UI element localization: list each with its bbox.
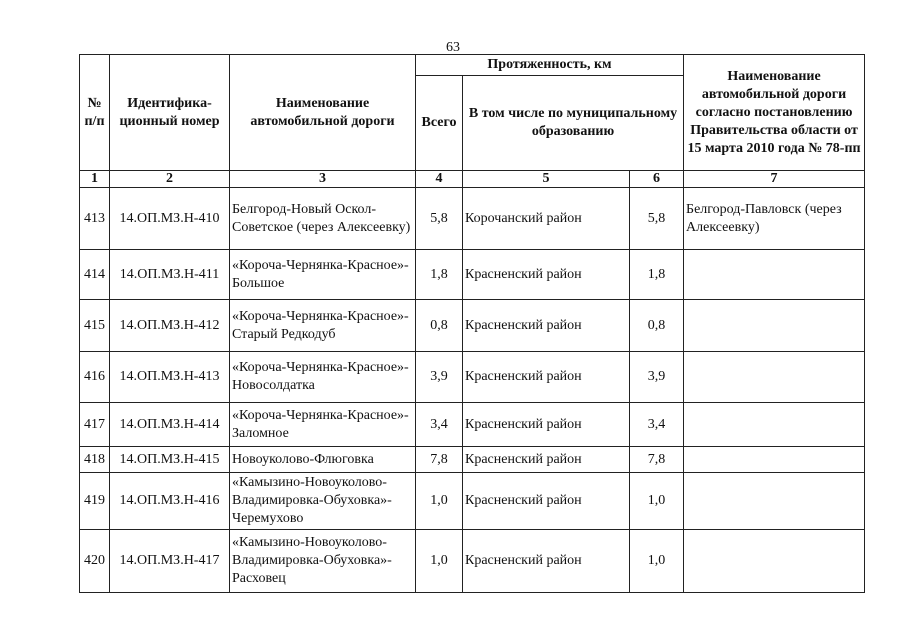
district-km: 1,0 [630, 530, 684, 593]
header-total: Всего [416, 76, 463, 171]
official-name [684, 250, 865, 300]
road-name: «Короча-Чернянка-Красное»-Большое [230, 250, 416, 300]
road-id: 14.ОП.МЗ.Н-411 [110, 250, 230, 300]
header-id: Идентифика-ционный номер [110, 55, 230, 171]
official-name [684, 530, 865, 593]
row-number: 417 [80, 403, 110, 447]
road-id: 14.ОП.МЗ.Н-416 [110, 473, 230, 530]
road-name: «Камызино-Новоуколово-Владимировка-Обуховка»-Расховец [230, 530, 416, 593]
road-name: «Короча-Чернянка-Красное»-Старый Редкодуб [230, 300, 416, 352]
official-name [684, 447, 865, 473]
total-km: 3,9 [416, 352, 463, 403]
table-row [80, 473, 865, 530]
row-number: 416 [80, 352, 110, 403]
official-name [684, 352, 865, 403]
header-road-name: Наименование автомобильной дороги [230, 55, 416, 171]
total-km: 1,8 [416, 250, 463, 300]
district: Красненский район [463, 352, 630, 403]
district-km: 3,4 [630, 403, 684, 447]
table-row [80, 188, 865, 250]
table-row [80, 530, 865, 593]
district-km: 1,0 [630, 473, 684, 530]
district: Красненский район [463, 447, 630, 473]
road-id: 14.ОП.МЗ.Н-414 [110, 403, 230, 447]
row-number: 419 [80, 473, 110, 530]
page-number: 63 [446, 40, 460, 55]
road-id: 14.ОП.МЗ.Н-415 [110, 447, 230, 473]
official-name [684, 403, 865, 447]
district-km: 7,8 [630, 447, 684, 473]
official-name [684, 300, 865, 352]
road-id: 14.ОП.МЗ.Н-413 [110, 352, 230, 403]
header-length-group: Протяженность, км [416, 55, 684, 76]
column-number: 4 [416, 171, 463, 188]
district: Красненский район [463, 473, 630, 530]
road-id: 14.ОП.МЗ.Н-412 [110, 300, 230, 352]
column-number: 7 [684, 171, 865, 188]
column-number: 1 [80, 171, 110, 188]
row-number: 414 [80, 250, 110, 300]
road-name: Новоуколово-Флюговка [230, 447, 416, 473]
row-number: 418 [80, 447, 110, 473]
column-number: 6 [630, 171, 684, 188]
column-number: 2 [110, 171, 230, 188]
district: Красненский район [463, 300, 630, 352]
official-name: Белгород-Павловск (через Алексеевку) [684, 188, 865, 250]
road-name: «Камызино-Новоуколово-Владимировка-Обуховка»-Черемухово [230, 473, 416, 530]
row-number: 415 [80, 300, 110, 352]
road-id: 14.ОП.МЗ.Н-410 [110, 188, 230, 250]
total-km: 5,8 [416, 188, 463, 250]
table-row [80, 447, 865, 473]
column-number: 5 [463, 171, 630, 188]
road-name: «Короча-Чернянка-Красное»-Заломное [230, 403, 416, 447]
total-km: 0,8 [416, 300, 463, 352]
official-name [684, 473, 865, 530]
header-official-name: Наименование автомобильной дороги согласно постановлению Правительства области от 15 марта 2010 года № 78-пп [684, 55, 865, 171]
table-row [80, 300, 865, 352]
district: Корочанский район [463, 188, 630, 250]
road-name: Белгород-Новый Оскол-Советское (через Алексеевку) [230, 188, 416, 250]
roads-table [79, 54, 865, 593]
district: Красненский район [463, 530, 630, 593]
district-km: 0,8 [630, 300, 684, 352]
district-km: 3,9 [630, 352, 684, 403]
table-row [80, 352, 865, 403]
district: Красненский район [463, 250, 630, 300]
district-km: 5,8 [630, 188, 684, 250]
row-number: 413 [80, 188, 110, 250]
total-km: 3,4 [416, 403, 463, 447]
header-no: № п/п [80, 55, 110, 171]
table-row [80, 403, 865, 447]
header-municipal: В том числе по муниципальному образованию [463, 76, 684, 171]
district: Красненский район [463, 403, 630, 447]
column-number: 3 [230, 171, 416, 188]
table-row [80, 250, 865, 300]
road-id: 14.ОП.МЗ.Н-417 [110, 530, 230, 593]
row-number: 420 [80, 530, 110, 593]
total-km: 7,8 [416, 447, 463, 473]
district-km: 1,8 [630, 250, 684, 300]
road-name: «Короча-Чернянка-Красное»-Новосолдатка [230, 352, 416, 403]
total-km: 1,0 [416, 473, 463, 530]
total-km: 1,0 [416, 530, 463, 593]
